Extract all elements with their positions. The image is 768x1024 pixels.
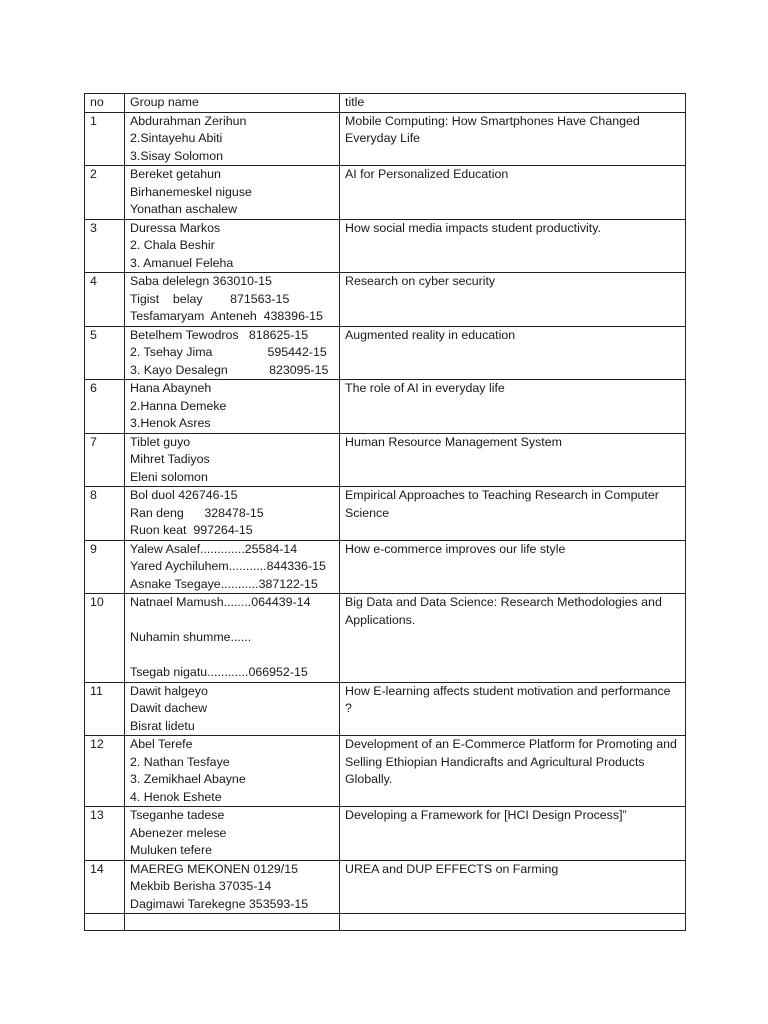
- group-members-cell: [125, 807, 340, 861]
- group-member: Nuhamin shumme......: [130, 630, 252, 644]
- group-member: 3.Sisay Solomon: [130, 148, 223, 163]
- group-members-cell: [125, 860, 340, 914]
- group-member: Bisrat lidetu: [130, 718, 195, 733]
- group-members-cell: [125, 273, 340, 327]
- group-member: 3. Zemikhael Abayne: [130, 772, 246, 786]
- group-member: Ran deng 328478-15: [130, 505, 264, 520]
- group-member: Abenezer melese: [130, 825, 227, 840]
- group-member: 2.Hanna Demeke: [130, 398, 227, 413]
- table-body: [85, 112, 686, 931]
- empty-row: [85, 914, 686, 931]
- project-title: The role of AI in everyday life: [340, 380, 686, 434]
- group-member: Dawit dachew: [130, 701, 208, 715]
- group-member: Duressa Markos: [130, 220, 221, 235]
- project-title: Empirical Approaches to Teaching Research in Computer Science: [340, 487, 686, 541]
- project-title: UREA and DUP EFFECTS on Farming: [340, 860, 686, 914]
- row-number: 7: [85, 433, 125, 487]
- group-member: 2. Tsehay Jima 595442-15: [130, 345, 327, 359]
- group-member: Muluken tefere: [130, 843, 212, 857]
- row-number: 3: [85, 219, 125, 273]
- row-number: 2: [85, 166, 125, 220]
- group-member: Dagimawi Tarekegne 353593-15: [130, 896, 309, 911]
- table-row: [85, 540, 686, 594]
- group-member: 2. Nathan Tesfaye: [130, 754, 230, 769]
- group-member: Tsegab nigatu............066952-15: [130, 665, 308, 679]
- group-member: MAEREG MEKONEN 0129/15: [130, 861, 299, 876]
- group-member: Abdurahman Zerihun: [130, 113, 247, 128]
- group-member: Bereket getahun: [130, 167, 221, 181]
- row-number: 9: [85, 540, 125, 594]
- row-number: 5: [85, 326, 125, 380]
- group-member: Natnael Mamush........064439-14: [130, 595, 311, 609]
- table-row: [85, 433, 686, 487]
- table-row: [85, 166, 686, 220]
- table-row: [85, 112, 686, 166]
- group-members-cell: [125, 682, 340, 736]
- empty-cell: [125, 914, 340, 931]
- group-member: [130, 612, 334, 630]
- table-row: [85, 682, 686, 736]
- group-member: [130, 647, 334, 665]
- group-member: Mekbib Berisha 37035-14: [130, 879, 272, 893]
- group-member: Ruon keat 997264-15: [130, 523, 253, 537]
- project-title: AI for Personalized Education: [340, 166, 686, 220]
- project-title: Augmented reality in education: [340, 326, 686, 380]
- project-title: Research on cyber security: [340, 273, 686, 327]
- row-number: 6: [85, 380, 125, 434]
- group-member: Yonathan aschalew: [130, 202, 238, 216]
- group-member: 3. Kayo Desalegn 823095-15: [130, 362, 329, 377]
- group-member: 2. Chala Beshir: [130, 238, 215, 252]
- row-number: 14: [85, 860, 125, 914]
- group-member: Yared Aychiluhem...........844336-15: [130, 559, 326, 573]
- group-member: Mihret Tadiyos: [130, 452, 210, 466]
- row-number: 13: [85, 807, 125, 861]
- group-member: Asnake Tsegaye...........387122-15: [130, 576, 318, 591]
- table-row: [85, 736, 686, 807]
- header-no: no: [85, 94, 125, 113]
- group-members-cell: [125, 736, 340, 807]
- table-header-row: [85, 94, 686, 113]
- header-group-name: Group name: [125, 94, 340, 113]
- group-titles-table: [84, 93, 686, 931]
- group-member: 3.Henok Asres: [130, 416, 211, 430]
- project-title: Developing a Framework for [HCI Design Process]”: [340, 807, 686, 861]
- table-row: [85, 487, 686, 541]
- group-members-cell: [125, 594, 340, 683]
- group-member: 2.Sintayehu Abiti: [130, 131, 223, 145]
- project-title: Development of an E-Commerce Platform for Promoting and Selling Ethiopian Handicrafts and Agricultural Products Globally.: [340, 736, 686, 807]
- row-number: 1: [85, 112, 125, 166]
- group-member: Dawit halgeyo: [130, 683, 208, 698]
- table-row: [85, 807, 686, 861]
- project-title: Human Resource Management System: [340, 433, 686, 487]
- row-number: 8: [85, 487, 125, 541]
- project-title: How E-learning affects student motivation and performance ?: [340, 682, 686, 736]
- group-members-cell: [125, 433, 340, 487]
- table-row: [85, 273, 686, 327]
- row-number: 10: [85, 594, 125, 683]
- table-row: [85, 860, 686, 914]
- group-member: Birhanemeskel niguse: [130, 184, 252, 199]
- row-number: 11: [85, 682, 125, 736]
- group-members-cell: [125, 487, 340, 541]
- group-members-cell: [125, 219, 340, 273]
- table-row: [85, 594, 686, 683]
- group-member: Tesfamaryam Anteneh 438396-15: [130, 309, 323, 323]
- header-title: title: [340, 94, 686, 113]
- group-member: Eleni solomon: [130, 469, 208, 484]
- table-row: [85, 326, 686, 380]
- group-member: 4. Henok Eshete: [130, 789, 222, 804]
- project-title: Mobile Computing: How Smartphones Have Changed Everyday Life: [340, 112, 686, 166]
- group-member: Betelhem Tewodros 818625-15: [130, 327, 309, 342]
- group-member: Tseganhe tadese: [130, 808, 225, 822]
- project-title: How social media impacts student productivity.: [340, 219, 686, 273]
- group-member: Bol duol 426746-15: [130, 488, 238, 502]
- group-members-cell: [125, 112, 340, 166]
- empty-cell: [340, 914, 686, 931]
- table-row: [85, 380, 686, 434]
- group-member: 3. Amanuel Feleha: [130, 255, 234, 270]
- project-title: How e-commerce improves our life style: [340, 540, 686, 594]
- row-number: 4: [85, 273, 125, 327]
- group-member: Yalew Asalef.............25584-14: [130, 541, 298, 556]
- group-member: Saba delelegn 363010-15: [130, 274, 272, 288]
- group-members-cell: [125, 540, 340, 594]
- group-member: Abel Terefe: [130, 737, 193, 751]
- project-title: Big Data and Data Science: Research Methodologies and Applications.: [340, 594, 686, 683]
- empty-cell: [85, 914, 125, 931]
- group-member: Tiblet guyo: [130, 434, 191, 449]
- group-members-cell: [125, 380, 340, 434]
- row-number: 12: [85, 736, 125, 807]
- group-member: Hana Abayneh: [130, 381, 212, 395]
- table-row: [85, 219, 686, 273]
- group-members-cell: [125, 326, 340, 380]
- group-member: Tigist belay 871563-15: [130, 291, 290, 306]
- group-members-cell: [125, 166, 340, 220]
